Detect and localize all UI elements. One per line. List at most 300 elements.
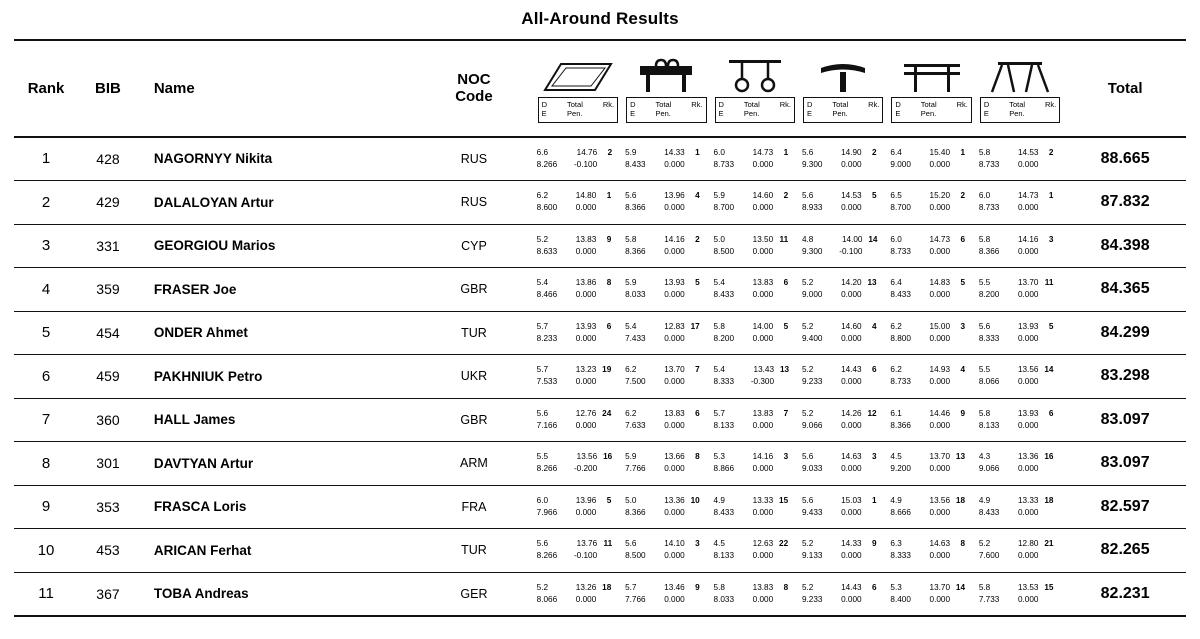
score-penalty-value: 0.000 [929, 159, 951, 169]
score-e-value: 9.300 [801, 159, 823, 169]
score-d-value: 5.8 [625, 234, 637, 244]
legend-pen: Pen. [743, 109, 760, 119]
score-e-value: 8.200 [978, 290, 1000, 300]
table-header [14, 41, 1186, 137]
score-d-value: 4.9 [978, 495, 991, 505]
table-row [14, 485, 1186, 529]
score-rank-value: 2 [783, 191, 789, 201]
score-penalty-value: 0.000 [929, 377, 951, 387]
score-total-value: 13.93 [664, 278, 685, 288]
score-d-value: 5.8 [713, 582, 725, 592]
score-penalty-value: 0.000 [1017, 507, 1039, 517]
score-penalty-value: 0.000 [1017, 246, 1039, 256]
row-apparatus-score [976, 442, 1064, 486]
score-d-value: 5.6 [536, 539, 549, 549]
row-athlete-name: TOBA Andreas [153, 586, 249, 602]
row-noc-code: CYP [461, 238, 487, 253]
score-e-value: 8.733 [890, 246, 911, 256]
score-penalty-value: 0.000 [664, 507, 685, 517]
score-total-value: 13.50 [752, 234, 774, 244]
all-around-results-table [14, 41, 1186, 616]
score-total-value: 15.03 [841, 495, 862, 505]
score-rank-value: 10 [690, 495, 700, 505]
score-rank-value: 19 [602, 365, 612, 375]
row-apparatus-score [711, 268, 799, 312]
score-d-value: 5.4 [713, 278, 725, 288]
legend-total: Total [567, 99, 583, 109]
row-bib: 367 [96, 585, 120, 602]
row-total-score: 82.597 [1100, 497, 1150, 515]
score-e-value: 8.433 [625, 159, 646, 169]
legend-rk: Rk. [691, 99, 703, 109]
score-d-value: 6.3 [890, 539, 902, 549]
score-rank-value: 9 [960, 408, 966, 418]
score-e-value: 8.600 [536, 203, 558, 213]
score-d-value: 6.5 [890, 191, 902, 201]
row-apparatus-score [887, 572, 975, 616]
score-penalty-value: 0.000 [929, 420, 951, 430]
score-total-value: 14.73 [752, 147, 774, 157]
score-rank-value: 1 [960, 147, 966, 157]
column-header-total [1064, 41, 1186, 137]
score-d-value: 5.2 [801, 539, 814, 549]
pommel-horse-icon [622, 54, 710, 94]
score-rank-value: 6 [872, 365, 877, 375]
score-penalty-value: 0.000 [664, 203, 685, 213]
score-total-value: 14.53 [1017, 147, 1039, 157]
score-total-value: 13.33 [1017, 495, 1039, 505]
row-apparatus-score [711, 529, 799, 573]
score-e-value: 7.500 [625, 377, 646, 387]
row-noc-code: GER [460, 586, 488, 601]
row-apparatus-score [622, 224, 710, 268]
table-row [14, 311, 1186, 355]
row-apparatus-score [799, 485, 887, 529]
row-bib: 359 [96, 281, 120, 298]
score-d-value: 5.6 [536, 408, 549, 418]
row-apparatus-score [534, 442, 622, 486]
score-rank-value: 13 [955, 452, 966, 462]
score-rank-value: 13 [867, 278, 877, 288]
score-e-value: 7.600 [978, 551, 1000, 561]
legend-pen: Pen. [832, 109, 848, 119]
legend-e: E [895, 109, 901, 119]
score-penalty-value: 0.000 [929, 246, 951, 256]
column-header-bib-label: BIB [95, 79, 121, 97]
score-rank-value: 15 [1044, 582, 1054, 592]
column-header-rank-label: Rank [27, 79, 65, 97]
row-apparatus-score [534, 268, 622, 312]
score-e-value: 8.133 [713, 551, 735, 561]
score-penalty-value: 0.000 [841, 159, 862, 169]
row-bib: 360 [96, 411, 120, 428]
score-d-value: 5.9 [625, 147, 637, 157]
row-apparatus-score [887, 355, 975, 399]
row-noc-code: TUR [461, 543, 487, 558]
score-penalty-value: 0.000 [664, 333, 685, 343]
score-e-value: 8.233 [536, 333, 558, 343]
column-header-parallel-bars [887, 41, 975, 137]
score-rank-value: 18 [602, 582, 612, 592]
row-apparatus-score [887, 442, 975, 486]
row-bib: 459 [96, 368, 120, 385]
row-total-score: 83.298 [1100, 367, 1150, 385]
score-d-value: 5.2 [801, 365, 814, 375]
score-rank-value: 6 [960, 234, 966, 244]
score-total-value: 13.93 [1017, 321, 1039, 331]
column-header-noc-line2: Code [455, 88, 493, 106]
legend-total: Total [832, 99, 849, 109]
row-apparatus-score [799, 311, 887, 355]
score-d-value: 5.6 [978, 321, 991, 331]
score-penalty-value: 0.000 [664, 420, 685, 430]
score-rank-value: 8 [783, 582, 789, 592]
table-row [14, 398, 1186, 442]
score-e-value: 8.333 [978, 333, 1000, 343]
row-rank: 1 [41, 150, 51, 168]
score-d-value: 5.8 [978, 582, 991, 592]
row-rank: 9 [41, 498, 51, 516]
score-rank-value: 16 [1044, 452, 1054, 462]
score-e-value: 8.466 [536, 290, 558, 300]
score-penalty-value: 0.000 [664, 246, 685, 256]
score-e-value: 8.433 [978, 507, 1000, 517]
legend-total: Total [920, 99, 937, 109]
score-total-value: 13.26 [575, 582, 597, 592]
score-rank-value: 8 [960, 539, 966, 549]
score-e-value: 8.933 [801, 203, 823, 213]
score-e-value: 8.866 [713, 464, 735, 474]
score-rank-value: 21 [1044, 539, 1054, 549]
score-e-value: 9.433 [801, 507, 823, 517]
row-apparatus-score [711, 355, 799, 399]
score-e-value: 9.066 [801, 420, 823, 430]
score-e-value: 7.766 [625, 464, 646, 474]
score-d-value: 5.8 [713, 321, 725, 331]
score-d-value: 5.2 [801, 278, 814, 288]
score-penalty-value: 0.000 [841, 377, 862, 387]
row-apparatus-score [711, 442, 799, 486]
score-rank-value: 4 [872, 321, 877, 331]
score-penalty-value: 0.000 [841, 203, 862, 213]
score-e-value: 8.733 [890, 377, 911, 387]
score-penalty-value: 0.000 [664, 159, 685, 169]
row-noc-code: FRA [461, 499, 487, 514]
score-total-value: 13.93 [1017, 408, 1039, 418]
score-rank-value: 12 [867, 408, 877, 418]
row-apparatus-score [976, 355, 1064, 399]
score-penalty-value: 0.000 [752, 551, 774, 561]
score-e-value: 9.000 [890, 159, 911, 169]
score-d-value: 5.7 [625, 582, 637, 592]
column-header-rank [14, 41, 78, 137]
score-rank-value: 18 [1044, 495, 1054, 505]
table-row [14, 442, 1186, 486]
score-total-value: 13.83 [752, 582, 774, 592]
row-apparatus-score [711, 311, 799, 355]
row-apparatus-score [534, 529, 622, 573]
score-d-value: 6.2 [536, 191, 549, 201]
score-rank-value: 5 [960, 278, 966, 288]
score-rank-value: 2 [695, 234, 700, 244]
row-apparatus-score [711, 224, 799, 268]
score-rank-value: 3 [960, 321, 966, 331]
score-penalty-value: 0.000 [752, 246, 774, 256]
score-total-value: 13.70 [929, 452, 951, 462]
score-e-value: 8.733 [978, 159, 1000, 169]
row-bib: 453 [96, 542, 120, 559]
score-e-value: 8.133 [978, 420, 1000, 430]
row-apparatus-score [887, 485, 975, 529]
legend-total: Total [1009, 99, 1026, 109]
score-total-value: 13.76 [576, 539, 598, 549]
table-body [14, 137, 1186, 616]
score-penalty-value: -0.200 [573, 464, 598, 474]
score-rank-value: 6 [783, 278, 789, 288]
score-d-value: 5.9 [625, 278, 637, 288]
score-d-value: 6.0 [890, 234, 902, 244]
score-penalty-value: -0.100 [839, 246, 863, 256]
score-d-value: 5.7 [536, 365, 549, 375]
score-total-value: 13.96 [575, 495, 597, 505]
score-e-value: 7.633 [625, 420, 646, 430]
row-athlete-name: DALALOYAN Artur [153, 194, 274, 210]
score-d-value: 5.6 [801, 495, 814, 505]
legend-d: D [541, 99, 548, 109]
score-penalty-value: 0.000 [664, 464, 685, 474]
column-header-noc [414, 41, 533, 137]
legend-d: D [718, 99, 724, 109]
row-athlete-name: NAGORNYY Nikita [153, 151, 273, 167]
row-apparatus-score [711, 572, 799, 616]
row-rank: 5 [41, 324, 51, 342]
row-noc-code: GBR [460, 282, 488, 297]
score-rank-value: 11 [1044, 278, 1054, 288]
score-penalty-value: 0.000 [841, 551, 862, 561]
score-total-value: 12.63 [752, 539, 774, 549]
score-d-value: 5.4 [713, 365, 725, 375]
score-total-value: 12.76 [575, 408, 597, 418]
score-penalty-value: 0.000 [752, 420, 774, 430]
score-total-value: 13.70 [664, 365, 685, 375]
legend-rings [715, 97, 795, 123]
score-penalty-value: 0.000 [752, 464, 774, 474]
legend-rk: Rk. [1045, 99, 1057, 109]
score-rank-value: 11 [779, 234, 789, 244]
score-total-value: 14.16 [664, 234, 685, 244]
table-row [14, 572, 1186, 616]
score-rank-value: 1 [606, 191, 612, 201]
score-e-value: 8.266 [536, 464, 558, 474]
score-d-value: 5.8 [978, 147, 991, 157]
score-d-value: 5.6 [625, 539, 637, 549]
row-apparatus-score [976, 398, 1064, 442]
score-e-value: 8.633 [536, 246, 558, 256]
row-rank: 6 [41, 367, 51, 385]
column-header-name [138, 41, 414, 137]
score-rank-value: 1 [783, 147, 789, 157]
row-apparatus-score [976, 268, 1064, 312]
row-apparatus-score [622, 268, 710, 312]
score-penalty-value: 0.000 [575, 507, 597, 517]
score-d-value: 5.8 [978, 234, 991, 244]
score-e-value: 8.366 [890, 420, 911, 430]
score-penalty-value: 0.000 [575, 246, 597, 256]
legend-total: Total [655, 99, 672, 109]
score-total-value: 13.83 [664, 408, 685, 418]
row-athlete-name: PAKHNIUK Petro [153, 368, 263, 384]
score-penalty-value: 0.000 [929, 290, 951, 300]
score-penalty-value: 0.000 [752, 290, 774, 300]
row-noc-code: RUS [460, 151, 488, 166]
score-d-value: 6.1 [890, 408, 902, 418]
table-row [14, 224, 1186, 268]
row-apparatus-score [976, 485, 1064, 529]
vault-icon [799, 54, 887, 94]
score-rank-value: 3 [783, 452, 789, 462]
column-header-pommel-horse [622, 41, 710, 137]
legend-e: E [806, 109, 812, 119]
score-total-value: 13.36 [1017, 452, 1039, 462]
score-rank-value: 16 [603, 452, 613, 462]
score-d-value: 5.7 [713, 408, 725, 418]
score-rank-value: 2 [872, 147, 877, 157]
legend-e: E [983, 109, 989, 119]
score-e-value: 7.733 [978, 594, 1000, 604]
score-total-value: 13.56 [929, 495, 951, 505]
score-total-value: 14.63 [929, 539, 951, 549]
row-bib: 331 [96, 237, 120, 254]
score-rank-value: 17 [690, 321, 700, 331]
score-e-value: 8.733 [978, 203, 1000, 213]
legend-pommel-horse [626, 97, 706, 123]
score-penalty-value: 0.000 [575, 203, 597, 213]
score-d-value: 6.0 [536, 495, 549, 505]
score-rank-value: 3 [872, 452, 877, 462]
score-total-value: 12.80 [1017, 539, 1039, 549]
row-apparatus-score [976, 529, 1064, 573]
row-noc-code: ARM [460, 456, 488, 471]
row-apparatus-score [534, 137, 622, 181]
score-rank-value: 9 [695, 582, 700, 592]
score-rank-value: 1 [872, 495, 877, 505]
row-apparatus-score [534, 311, 622, 355]
score-d-value: 5.6 [625, 191, 637, 201]
score-total-value: 14.10 [664, 539, 685, 549]
row-apparatus-score [976, 311, 1064, 355]
row-athlete-name: ONDER Ahmet [153, 325, 248, 341]
row-athlete-name: FRASER Joe [153, 281, 237, 297]
row-apparatus-score [534, 398, 622, 442]
table-row [14, 268, 1186, 312]
legend-pen: Pen. [655, 109, 671, 119]
row-noc-code: GBR [460, 412, 488, 427]
row-rank: 4 [41, 280, 51, 298]
row-athlete-name: FRASCA Loris [153, 499, 247, 515]
score-total-value: 15.00 [929, 321, 951, 331]
row-total-score: 84.365 [1100, 280, 1150, 298]
score-e-value: 9.300 [801, 246, 823, 256]
score-penalty-value: 0.000 [1017, 551, 1039, 561]
score-total-value: 14.46 [929, 408, 951, 418]
score-penalty-value: 0.000 [752, 507, 774, 517]
score-d-value: 5.9 [713, 191, 725, 201]
score-d-value: 4.8 [801, 234, 814, 244]
score-e-value: 8.333 [713, 377, 735, 387]
column-header-noc-line1: NOC [457, 71, 491, 88]
legend-pen: Pen. [1009, 109, 1025, 119]
score-d-value: 5.2 [536, 582, 549, 592]
score-d-value: 6.0 [978, 191, 991, 201]
row-apparatus-score [534, 224, 622, 268]
score-d-value: 6.2 [890, 365, 902, 375]
row-noc-code: TUR [461, 325, 487, 340]
row-apparatus-score [887, 181, 975, 225]
score-d-value: 5.2 [801, 582, 814, 592]
row-apparatus-score [534, 181, 622, 225]
score-e-value: 8.366 [625, 507, 646, 517]
score-rank-value: 3 [1048, 234, 1054, 244]
floor-exercise-icon [534, 54, 622, 94]
score-total-value: 14.90 [841, 147, 862, 157]
score-rank-value: 6 [606, 321, 612, 331]
table-row [14, 137, 1186, 181]
score-d-value: 5.6 [801, 191, 814, 201]
score-d-value: 5.3 [890, 582, 902, 592]
score-e-value: 9.000 [801, 290, 823, 300]
score-e-value: 9.033 [801, 464, 823, 474]
row-total-score: 87.832 [1100, 193, 1150, 211]
score-e-value: 7.433 [625, 333, 646, 343]
row-apparatus-score [887, 268, 975, 312]
score-e-value: 8.500 [625, 551, 646, 561]
row-apparatus-score [799, 137, 887, 181]
score-rank-value: 11 [603, 539, 613, 549]
score-d-value: 6.2 [625, 408, 637, 418]
score-total-value: 13.70 [1017, 278, 1039, 288]
score-total-value: 14.76 [576, 147, 598, 157]
score-rank-value: 5 [695, 278, 700, 288]
score-total-value: 14.26 [841, 408, 862, 418]
score-rank-value: 5 [783, 321, 789, 331]
row-rank: 8 [41, 454, 51, 472]
score-total-value: 15.40 [929, 147, 951, 157]
legend-e: E [718, 109, 724, 119]
score-penalty-value: 0.000 [1017, 333, 1039, 343]
score-total-value: 13.83 [575, 234, 597, 244]
score-penalty-value: 0.000 [929, 333, 951, 343]
score-total-value: 14.33 [664, 147, 685, 157]
score-e-value: 7.966 [536, 507, 558, 517]
score-total-value: 14.00 [841, 234, 863, 244]
score-d-value: 5.5 [536, 452, 549, 462]
column-header-horizontal-bar [976, 41, 1064, 137]
row-apparatus-score [887, 311, 975, 355]
legend-e: E [630, 109, 636, 119]
score-e-value: 8.433 [890, 290, 911, 300]
row-apparatus-score [711, 181, 799, 225]
row-apparatus-score [622, 311, 710, 355]
legend-d: D [983, 99, 990, 109]
score-penalty-value: 0.000 [664, 594, 685, 604]
score-penalty-value: 0.000 [752, 203, 774, 213]
score-total-value: 14.43 [841, 365, 862, 375]
row-apparatus-score [711, 485, 799, 529]
score-e-value: 9.066 [978, 464, 1000, 474]
score-e-value: 8.366 [625, 203, 646, 213]
row-rank: 3 [41, 237, 51, 255]
score-rank-value: 1 [695, 147, 700, 157]
